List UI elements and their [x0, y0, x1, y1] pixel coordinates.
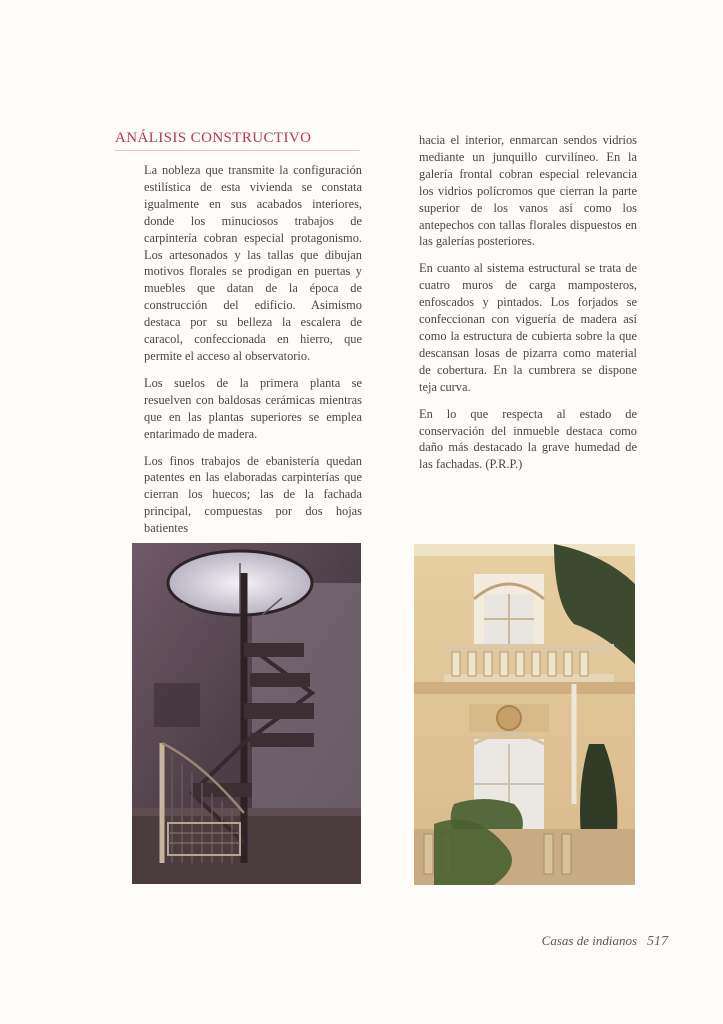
page-number: 517	[647, 934, 668, 949]
right-text-column	[419, 132, 637, 483]
section-heading: ANÁLISIS CONSTRUCTIVO	[115, 130, 360, 151]
facade-illustration	[414, 544, 635, 885]
book-title: Casas de indianos	[541, 933, 637, 948]
staircase-photo	[132, 543, 361, 884]
staircase-illustration	[132, 543, 361, 884]
paragraph: En cuanto al sistema estructural se trata de cuatro muros de carga mamposteros, enfoscados y pintados. Los forjados se confeccionan con viguería de madera así como la estructura de cubierta sobre la que descansan losas de pizarra como material de cobertura. En la cumbrera se dispone teja curva.	[419, 261, 637, 394]
facade-photo	[414, 544, 635, 885]
paragraph: En lo que respecta al estado de conservación del inmueble destaca como daño más destacado la grave humedad de las fachadas. (P.R.P.)	[419, 406, 637, 472]
paragraph: hacia el interior, enmarcan sendos vidrios mediante un junquillo curvilíneo. En la galería frontal cobran especial relevancia los vidrios polícromos que cierran la parte superior de los vanos así como los antepechos con tallas florales dispuestos en las galerías posteriores.	[419, 133, 637, 249]
paragraph: La nobleza que transmite la configuración estilística de esta vivienda se constata igualmente en sus acabados interiores, donde los minuciosos trabajos de carpintería cobran especial protagonismo. Los artesonados y las tallas que dibujan motivos florales se prodigan en puertas y muebles que datan de la época de construcción del edificio. Asimismo destaca por su belleza la escalera de caracol, confeccionada en hierro, que permite el acceso al observatorio.	[144, 163, 362, 363]
page-footer	[542, 932, 668, 950]
paragraph: Los suelos de la primera planta se resuelven con baldosas cerámicas mientras que en las plantas superiores se emplea entarimado de madera.	[144, 375, 362, 441]
paragraph: Los finos trabajos de ebanistería quedan patentes en las elaboradas carpinterías que cierran los huecos; las de la fachada principal, compuestas por dos hojas batientes	[144, 453, 362, 536]
left-text-column	[144, 162, 362, 547]
